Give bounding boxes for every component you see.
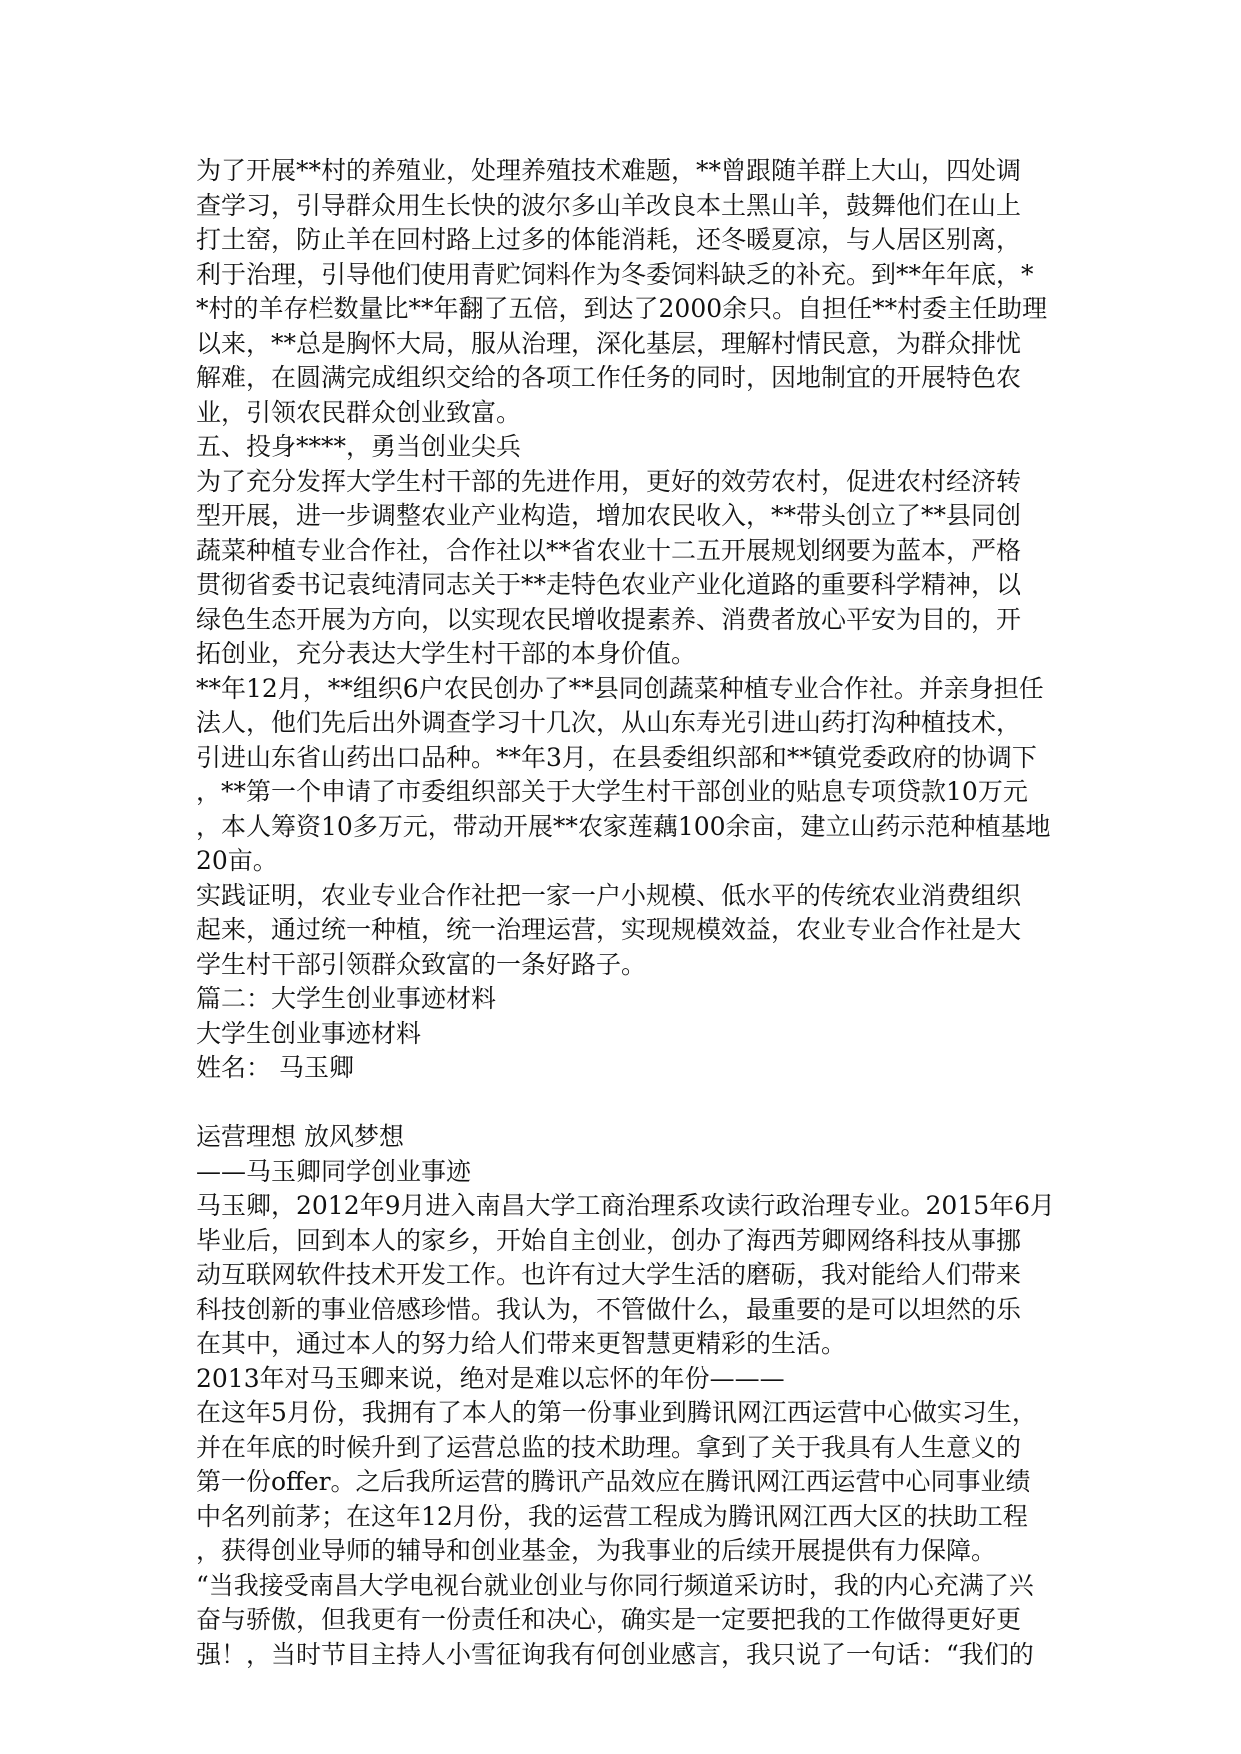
story-title: 运营理想 放风梦想 <box>196 1122 404 1151</box>
text-line: 动互联网软件技术开发工作。也许有过大学生活的磨砺，我对能给人们带来 <box>196 1260 1022 1289</box>
text-line: 科技创新的事业倍感珍惜。我认为，不管做什么，最重要的是可以坦然的乐 <box>196 1294 1022 1324</box>
text-line: “当我接受南昌大学电视台就业创业与你同行频道采访时，我的内心充满了兴 <box>196 1570 1034 1600</box>
section-heading: 五、投身****，勇当创业尖兵 <box>196 432 522 461</box>
text-line: ，本人筹资10多万元，带动开展**农家莲藕100余亩，建立山药示范种植基地 <box>196 811 1051 841</box>
author-name: 姓名： 马玉卿 <box>196 1053 354 1082</box>
text-line: 贯彻省委书记袁纯清同志关于**走特色农业产业化道路的重要科学精神，以 <box>196 570 1022 599</box>
text-line: 在这年5月份，我拥有了本人的第一份事业到腾讯网江西运营中心做实习生， <box>196 1398 1037 1427</box>
text-line: 强！，当时节目主持人小雪征询我有何创业感言，我只说了一句话：“我们的 <box>196 1639 1034 1669</box>
story-subtitle: ——马玉卿同学创业事迹 <box>196 1156 472 1186</box>
text-line: 20亩。 <box>196 846 278 875</box>
text-line: *村的羊存栏数量比**年翻了五倍，到达了2000余只。自担任**村委主任助理 <box>196 294 1048 323</box>
text-line: 学生村干部引领群众致富的一条好路子。 <box>196 949 647 979</box>
text-line: 第一份offer。之后我所运营的腾讯产品效应在腾讯网江西运营中心同事业绩 <box>196 1467 1031 1496</box>
text-line: 为了充分发挥大学生村干部的先进作用，更好的效劳农村，促进农村经济转 <box>196 466 1022 496</box>
text-line: 中名列前茅；在这年12月份，我的运营工程成为腾讯网江西大区的扶助工程 <box>196 1501 1028 1531</box>
document-page <box>196 154 1056 1672</box>
text-line: 打土窑，防止羊在回村路上过多的体能消耗，还冬暖夏凉，与人居区别离， <box>196 225 1022 254</box>
text-line: 2013年对马玉卿来说，绝对是难以忘怀的年份——— <box>196 1363 785 1393</box>
text-line: ，获得创业导师的辅导和创业基金，为我事业的后续开展提供有力保障。 <box>196 1536 997 1565</box>
text-line: ，**第一个申请了市委组织部关于大学生村干部创业的贴息专项贷款10万元 <box>196 777 1028 806</box>
chapter-heading: 篇二：大学生创业事迹材料 <box>196 984 497 1013</box>
text-line: 马玉卿，2012年9月进入南昌大学工商治理系攻读行政治理专业。2015年6月 <box>196 1191 1056 1220</box>
text-line: 绿色生态开展为方向，以实现农民增收提素养、消费者放心平安为目的，开 <box>196 604 1022 634</box>
text-line: 蔬菜种植专业合作社，合作社以**省农业十二五开展规划纲要为蓝本，严格 <box>196 535 1022 565</box>
text-line: 业，引领农民群众创业致富。 <box>196 397 522 427</box>
text-line: 拓创业，充分表达大学生村干部的本身价值。 <box>196 639 697 668</box>
text-line: 查学习，引导群众用生长快的波尔多山羊改良本土黑山羊，鼓舞他们在山上 <box>196 190 1022 220</box>
text-line: 利于治理，引导他们使用青贮饲料作为冬委饲料缺乏的补充。到**年年底，* <box>196 259 1034 289</box>
text-line: 法人，他们先后出外调查学习十几次，从山东寿光引进山药打沟种植技术， <box>196 708 1022 737</box>
text-line: 型开展，进一步调整农业产业构造，增加农民收入，**带头创立了**县同创 <box>196 501 1022 530</box>
text-line: 为了开展**村的养殖业，处理养殖技术难题，**曾跟随羊群上大山，四处调 <box>196 156 1022 185</box>
text-line: 并在年底的时候升到了运营总监的技术助理。拿到了关于我具有人生意义的 <box>196 1432 1022 1462</box>
document-title: 大学生创业事迹材料 <box>196 1018 422 1048</box>
text-line: 实践证明，农业专业合作社把一家一户小规模、低水平的传统农业消费组织 <box>196 880 1022 910</box>
blank-line <box>196 1086 1046 1121</box>
text-line: 以来，**总是胸怀大局，服从治理，深化基层，理解村情民意，为群众排忧 <box>196 328 1022 358</box>
text-line: 引进山东省山药出口品种。**年3月，在县委组织部和**镇党委政府的协调下 <box>196 742 1037 772</box>
text-line: 解难，在圆满完成组织交给的各项工作任务的同时，因地制宜的开展特色农 <box>196 363 1022 392</box>
text-line: 起来，通过统一种植，统一治理运营，实现规模效益，农业专业合作社是大 <box>196 915 1022 944</box>
text-line: 毕业后，回到本人的家乡，开始自主创业，创办了海西芳卿网络科技从事挪 <box>196 1225 1022 1255</box>
text-line: **年12月，**组织6户农民创办了**县同创蔬菜种植专业合作社。并亲身担任 <box>196 673 1044 703</box>
text-line: 奋与骄傲，但我更有一份责任和决心，确实是一定要把我的工作做得更好更 <box>196 1605 1022 1634</box>
text-line: 在其中，通过本人的努力给人们带来更智慧更精彩的生活。 <box>196 1329 847 1358</box>
